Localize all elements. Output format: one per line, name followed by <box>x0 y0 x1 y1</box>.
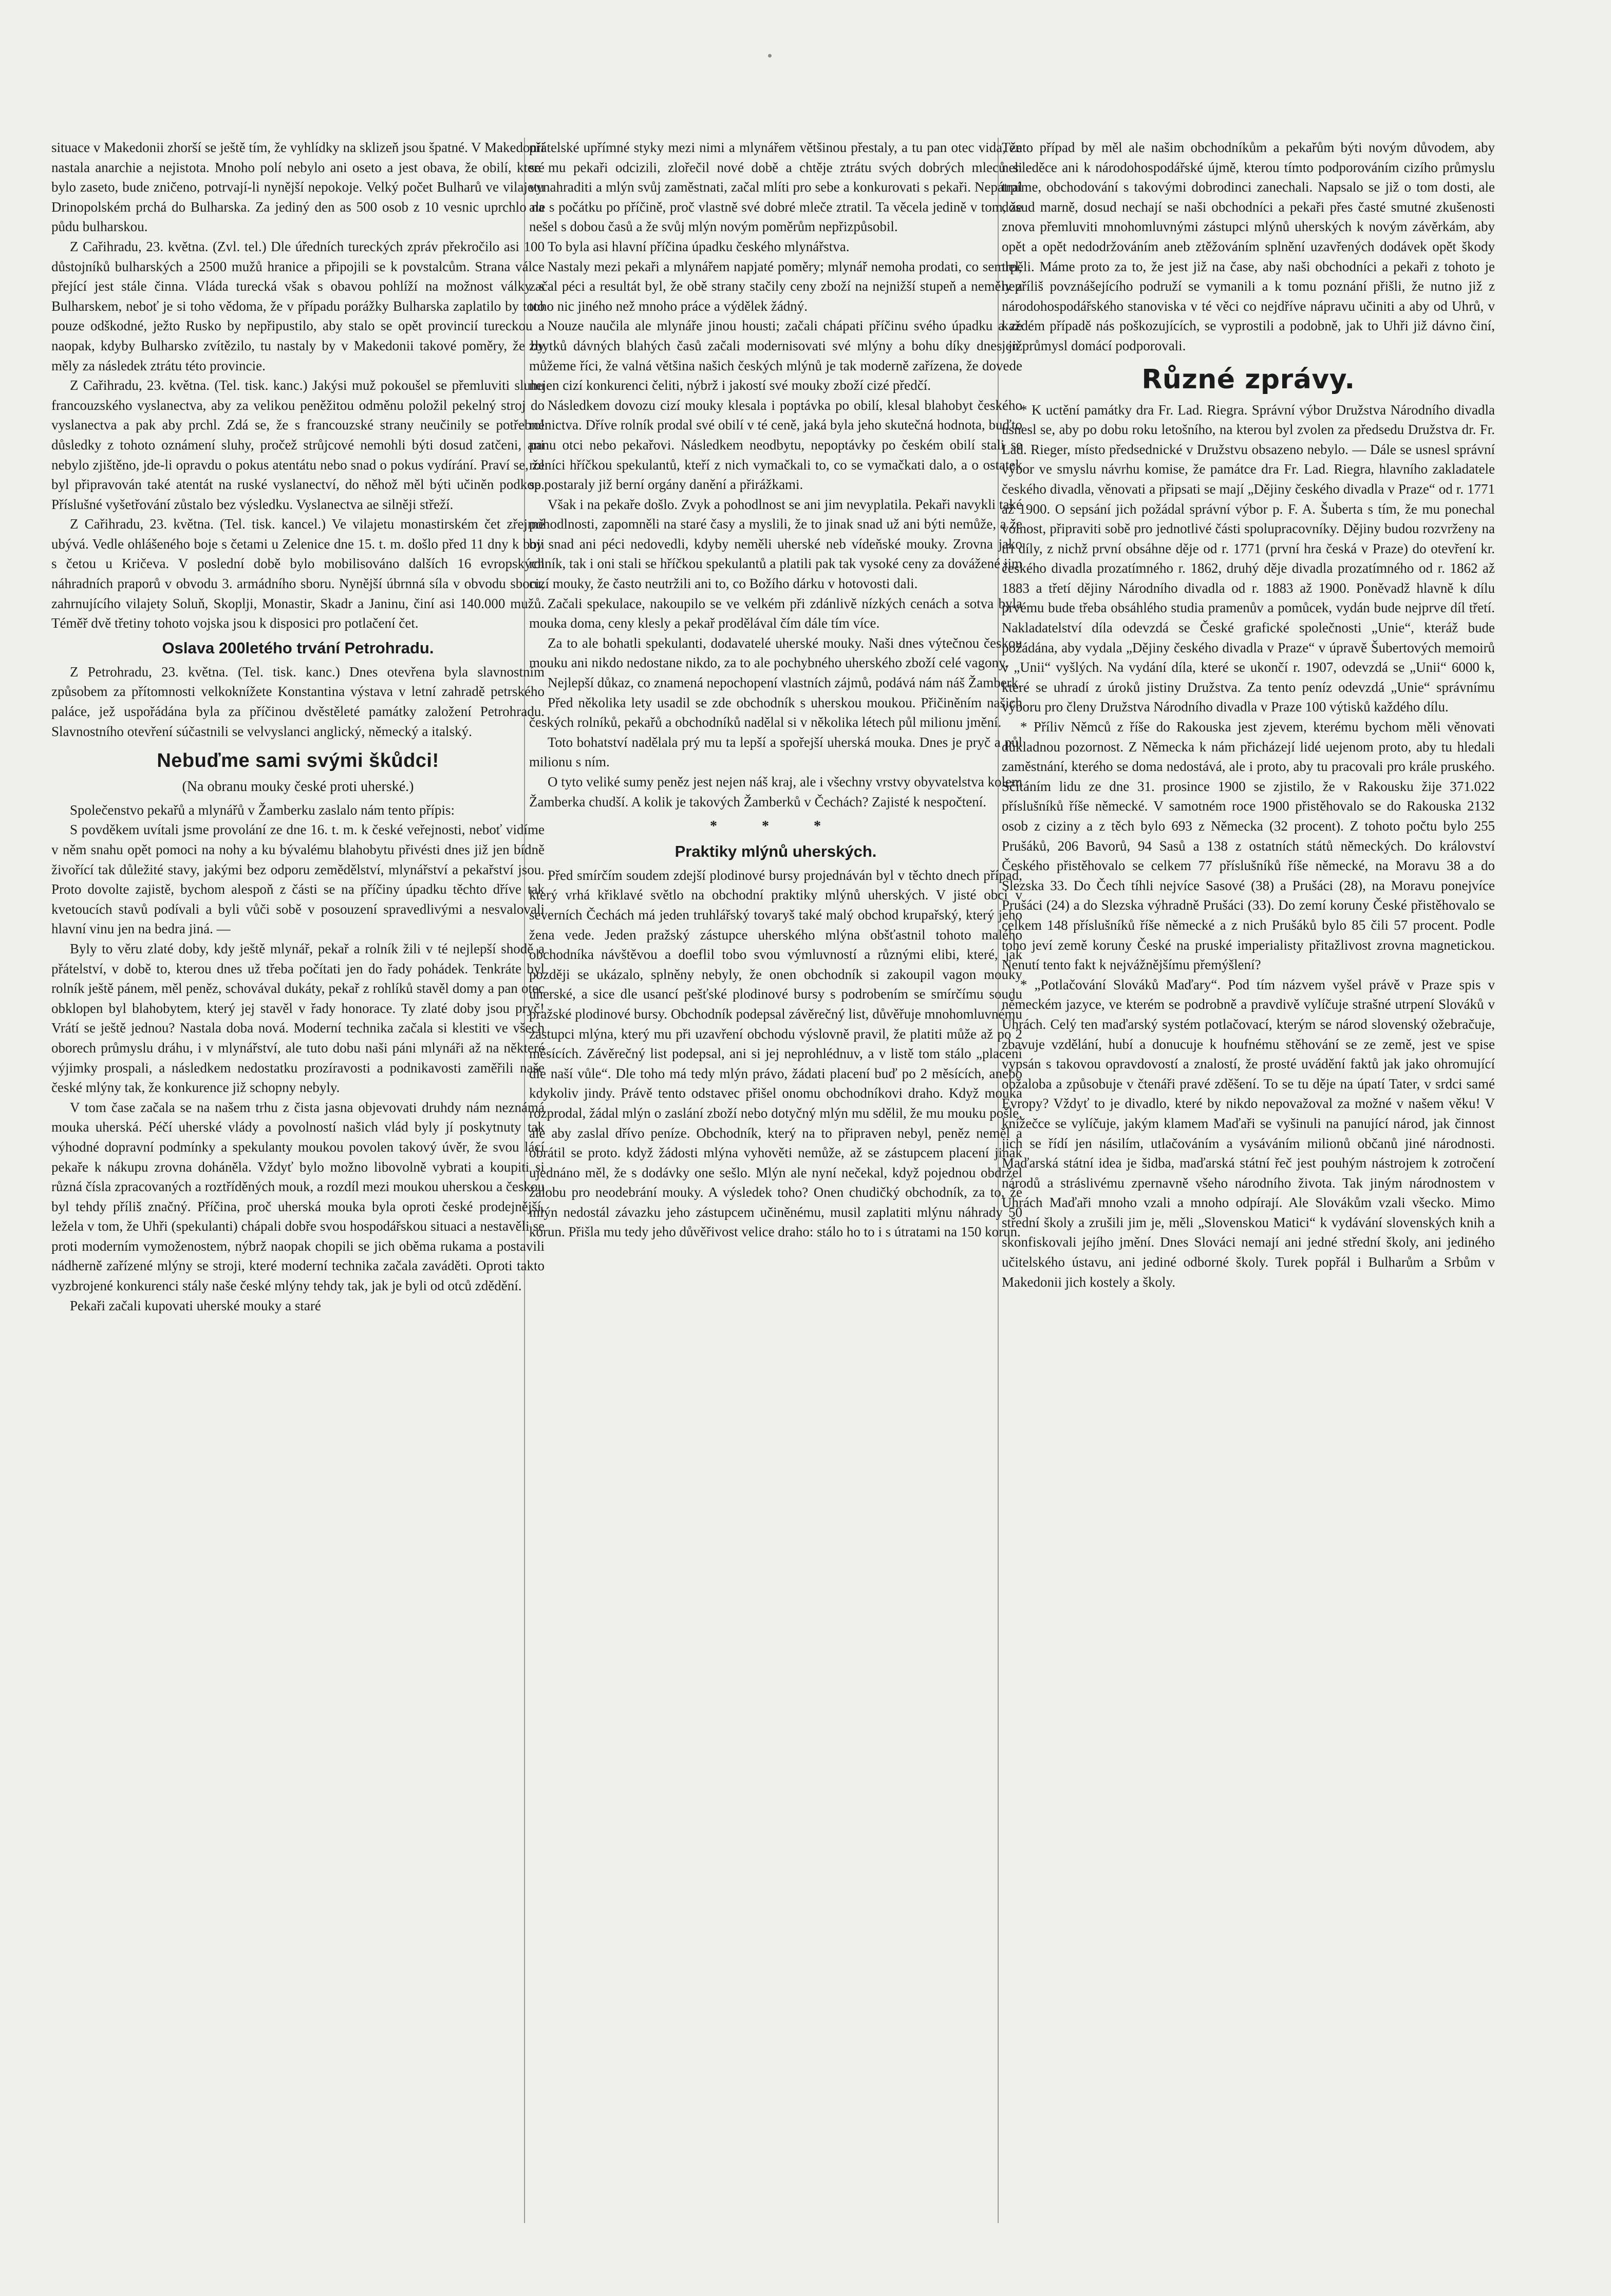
news-petrohrad: Z Petrohradu, 23. května. (Tel. tisk. kanc.) Dnes otevřena byla slavnostním způsobem za přítomnosti velkoknížete Konstantina výstava v letní zahradě petrského paláce, jež uspořádána byla za příčinou dvěstěleté památky založení Petrohradu. Slavnostního otevření súčastnili se velvyslanci anglický, německý a italský. <box>51 664 545 739</box>
news-carihrad-1: Z Cařihradu, 23. května. (Zvl. tel.) Dle úředních tureckých zpráv překročilo asi 100 důstojníků bulharských a 2500 mužů hranice a připojili se k povstalcům. Strana válce přející jest stále činna. Vláda turecká však s obavou pohlíží na možnost války s Bulharskem, neboť je si toho vědoma, že v případu porážky Bulharska zaplatilo by toto pouze odškodné, ježto Rusko by nepřipustilo, aby stalo se opět provincií tureckou a naopak, kdyby Bulharsko zvítězilo, tu nastaly by v Makedonii takové poměry, že by měly za následek ztrátu této provincie. <box>51 238 545 373</box>
article-skudci-p14: Před několika lety usadil se zde obchodník s uherskou moukou. Přičiněním našich českých rolníků, pekařů a obchodníků nadělal si v několika létech půl milionu jmění. <box>529 694 1022 730</box>
heading-skudci: Nebuďme sami svými škůdci! <box>157 750 439 772</box>
article-skudci-p11: Začali spekulace, nakoupilo se ve velkém při zdánlivě nízkých cenách a sotva byla mouka doma, ceny klesly a pekař prodělával čím dále tím více. <box>529 595 1022 631</box>
article-skudci-p3: V tom čase začala se na našem trhu z čista jasna objevovati druhdy nám neznámá mouka uherská. Péčí uherské vlády a povolností našich vlád byly jí poskytnuty tak výhodné dopravní podmínky a spekulanty moukou povolen takový úvěr, že svou lácí pekaře k nákupu zrovna doháněla. Vždyť bylo možno libovolně vybrati a koupiti si různá čísla zpracovaných a roztříděných mouk, a rozdíl mezi moukou uherskou a českou byl tehdy příliš značný. Příčina, proč uherská mouka byla oproti české prodejnější, ležela v tom, že Uhři (spekulanti) chápali dobře svou hospodářskou situaci a nestavěli se proti moderním vymoženostem, nýbrž naopak chopili se jich oběma rukama a postavili nádherně zařízené mlýny se stroji, které moderní technika začala zaváděti. Oproti takto vyzbrojené konkurenci stály naše české mlýny tehdy tak, jak je byli od otců zdědění. <box>51 1099 545 1294</box>
article-skudci-intro: Společenstvo pekařů a mlynářů v Žamberku zaslalo nám tento přípis: <box>70 802 455 818</box>
page-dot-mark <box>768 54 772 58</box>
section-divider-stars: * * * <box>710 818 841 835</box>
article-skudci-p13: Nejlepší důkaz, co znamená nepochopení vlastních zájmů, podává nám náš Žamberk. <box>548 675 1022 691</box>
column-left <box>51 138 545 2249</box>
article-skudci-p15: Toto bohatství nadělala prý mu ta lepší a spořejší uherská mouka. Dnes je pryč a půl milionu s ním. <box>529 734 1022 770</box>
article-skudci-p4: Pekaři začali kupovati uherské mouky a staré <box>70 1297 321 1313</box>
article-skudci-p9: Následkem dovozu cizí mouky klesala i poptávka po obilí, klesal blahobyt českého rolnictva. Dříve rolník prodal své obilí v té ceně, jaká byla jeho skutečná hodnota, buďto panu otci nebo pekařovi. Následkem neodbytu, nepoptávky po českém obilí stali se rolníci hříčkou spekulantů, kteří z nich vymačkali to, co se vymačkati dalo, a o ostatek se postaraly již berní orgány danění a přirážkami. <box>529 397 1022 493</box>
article-skudci-p10: Však i na pekaře došlo. Zvyk a pohodlnost se ani jim nevyplatila. Pekaři navykli také pohodlnosti, zapomněli na staré časy a myslili, že to jinak snad už ani býti nemůže, a že by snad ani péci nedovedli, kdyby neměli uherské neb vídeňské mouky. Zrovna jako rolník, tak i oni stali se hříčkou spekulantů a platili pak tak vysoké ceny za dovážené jim cizí mouky, že často neutržili ani to, co Božího dárku v hotovosti dali. <box>529 496 1022 592</box>
article-skudci-p8: Nouze naučila ale mlynáře jinou housti; začali chápati příčinu svého úpadku a ze zbytků dávných blahých časů začali modernisovati své mlýny a bohu díky dnes již můžeme říci, že valná většina našich českých mlýnů je tak moderně zařízena, že dovede nejen cizí konkurenci čeliti, nýbrž i jakostí své mouky zboží cizé předčí. <box>529 318 1022 393</box>
heading-ruzne-zpravy: Různé zprávy. <box>1141 364 1355 395</box>
article-skudci-p6: To byla asi hlavní příčina úpadku českého mlynářstva. <box>548 238 850 254</box>
heading-petrohrad: Oslava 200letého trvání Petrohradu. <box>162 638 434 657</box>
article-skudci-p1: S povděkem uvítali jsme provolání ze dne 16. t. m. k české veřejnosti, neboť vidíme v něm snahu opět pomoci na nohy a ku bývalému blahobytu přivésti dnes již jen bídně živořící tak důležité stavy, jakými bez odporu zemědělství, mlynářství a pekařství jsou. Proto dovolte zajistě, bychom alespoň z části se na příčiny úpadku těchto dříve tak kvetoucích stavů podívali a byli vůči sobě v posouzení spravedlivými a nesvalovali hlavní vinu jen na bedra jiná. — <box>51 822 545 937</box>
article-praktiky: Před smírčím soudem zdejší plodinové bursy projednáván byl v těchto dnech případ, který vrhá křiklavé světlo na obchodní praktiky mlýnů uherských. V jisté obci v severních Čechách má jeden truhlářský tovaryš také malý obchod krupařský, který jeho žena vede. Jeden pražský zástupce uherského mlýna obšťastnil tohoto malého obchodníka návštěvou a doeflil tobo svou výmluvností a různými elibi, které, jak později se ukázalo, splněny nebyly, že onen obchodník si zakoupil vagon mouky uherské, a sice dle usancí pešťské plodinové bursy s podrobením se smírčímu soudu pražské plodinové bursy. Obchodník podepsal závěrečný list, důvěřuje mnohomluvnému zástupci mlýna, který mu při uzavření obchodu výslovně pravil, že platiti může až po 2 měsících. Závěrečný list podepsal, ani si jej neprohlédnuv, a v listě tom stálo „placení dle naší vůle“. Dle toho má tedy mlýn právo, žádati placení buď po 2 měsících, anebo kdykoliv jindy. Právě tento odstavec přišel onomu obchodníkovi draho. Když mouka rozprodal, žádal mlýn o zaslání zboží nebo dotyčný mlýn mu sdělil, že mu mouku pošle, ale aby zaslal dřívo peníze. Obchodník, který na to připraven nebyl, peněz neměl a obrátil se proto. když žádosti mlýna vyhověti nemůže, až se zástupcem placení jinak ujednáno měl, že s dodávky one sešlo. Mlýn ale nyní nečekal, když pojednou obdržel žalobu pro neodebrání mouky. A výsledek toho? Onen chudičký obchodník, za to, že mlýn nedostál závazku jeho zástupcem učiněnému, musil zaplatiti mlýnu náhrady 50 korun. Přišla mu tedy jeho důvěřivost velice draho: stálo ho to i s útratami na 150 korun. <box>529 867 1022 1240</box>
heading-praktiky: Praktiky mlýnů uherských. <box>675 842 877 860</box>
article-skudci-p16: O tyto veliké sumy peněz jest nejen náš kraj, ale i všechny vrstvy obyvatelstva kolem Žamberka chudší. A kolik je takových Žamberků v Čechách? Zajisté k nespočtení. <box>529 774 1022 810</box>
news-pruhiv-nemcu: * Příliv Němců z říše do Rakouska jest zjevem, kterému bychom měli věnovati důkladnou pozornost. Z Německa k nám přicházejí lidé uejenom proto, aby tu hledali zaměstnání, kterého se doma nedostává, ale i proto, aby tu pracovali pro krále pruského. Sčítáním lidu ze dne 31. prosince 1900 se zjistilo, že v Rakousku žije 371.022 příslušníků říše německé. V samotném roce 1900 přistěhovalo se do Rakouska 2132 osob z ciziny a z těch bylo 693 z Německa (32 procent). Z tohoto počtu bylo 255 Prušáků, 206 Bavorů, 94 Sasů a 138 z ostatních států německých. Do království Českého přistěhovalo se celkem 77 příslušníků říše německé, na Moravu 38 a do Slezska 33. Do Čech tíhli nejvíce Sasové (38) a Prušáci (28), na Moravu ponejvíce Prušáci (24) a do Slezska výhradně Prušáci (33). Do zemí koruny České přistěhovalo se celkem 148 příslušníků říše německé a z nich Prušáků bylo 85 čili 57 procent. Podle toho jeví země koruny České na pruské imperialisty přitažlivost zrovna magnetickou. Nenutí tento fakt k nejvážnějšímu přemýšlení? <box>1002 719 1495 973</box>
article-praktiky-end: Tento případ by měl ale našim obchodníkům a pekařům býti novým důvodem, aby nehleděce ani k národohospodářské újmě, kterou tímto podporováním cizího průmyslu trpíme, obchodování s takovými dobrodinci zanechali. Napsalo se již o tom dosti, ale dosud marně, dosud nechají se naši obchodníci a pekaři přes časté smutné zkušenosti znova přemluviti mnohomluvnými zástupci mlýnů uherských k novým závěrkám, aby opět a opět nedodržováním aneb ztěžováním splnění uzavřených dodávek opět škody trpěli. Máme proto za to, že jest již na čase, aby naši obchodníci a pekaři z tohoto je nepříliš povznášejícího podruží se vymanili a k tomu poznání přišli, že nutno již z národohospodářského stanoviska v té věci co nejdříve nápravu učiniti a aby od Uhrů, v každém případě nás poškozujících, se vyprostili a podobně, jak to Uhři již dávno činí, jen průmysl domácí podporovali. <box>1002 140 1495 353</box>
article-skudci-p2: Byly to věru zlaté doby, kdy ještě mlynář, pekař a rolník žili v té nejlepší shodě a přátelství, v době to, kterou dnes už třeba počítati jen do řady pohádek. Tenkráte byl rolník ještě pánem, měl peněz, schovával dukáty, pekař z rohlíků stavěl domy a pan otec obklopen byl blahobytem, který jej stavěl v řady honorace. Ty zlaté doby jsou pryč! Vrátí se ještě jednou? Nastala doba nová. Moderní technika začala si klestiti ve všech oborech průmyslu dráhu, i v mlynářství, ale tuto dobu naši páni mlynáři až na některé výjimky prospali, a následkem nedostatku prozíravosti a podnikavosti zaměřili naše české mlýny tak, že konkurence již schopny nebyly. <box>51 940 545 1096</box>
column-right <box>1002 138 1495 2249</box>
article-skudci-p5: přátelské upřímné styky mezi nimi a mlynářem většinou přestaly, a tu pan otec vida, že se mu pekaři odcizili, zlořečil nové době a chtěje ztrátu svých dobrých mleců si vynahraditi a mlýn svůj zaměstnati, začal mlíti pro sebe a konkurovati s pekaři. Nepátral ale s počátku po příčině, proč vlastně své dobré mleče ztratil. Ta věcela jedině v tom, že nešel s dobou časů a že svůj mlýn novým poměrům nepřizpůsobil. <box>529 140 1022 235</box>
news-slovaci: * „Potlačování Slováků Maďary“. Pod tím názvem vyšel právě v Praze spis v německém jazyce, ve kterém se podrobně a pravdivě vylíčuje strašné utrpení Slováků v Uhrách. Celý ten maďarský systém potlačovací, kterým se národ slovenský ožebračuje, zbavuje vzdělání, hubí a donucuje k houfnému stěhování se ze země, jest ve spise vypsán s takovou opravdovostí a znalostí, že prosté uvádění faktů jak jako ohromující obžaloba a způsobuje v čtenáři pravé zděšení. To se tu děje na úpatí Tater, v srdci samé Evropy? Vždyť to je divadlo, které by nikdo nepovažoval za možné v našem věku! V knížečce se vylíčuje, jakým klamem Maďaři se vyšinuli na panující národ, jak činnost jich se řídí jen násilím, utlačováním a vysáváním milionů občanů jiné národnosti. Maďarská státní idea je šidba, maďarská státní řeč jest pouhým nástrojem k zotročení národů a stráslivému zpernavně všeho národního života. Tak jiným národnostem v Uhrách Maďaři mnoho vzali a mnoho odpírají. Ale Slovákům vzali všecko. Mimo střední školy a zrušili jim je, měli „Slovenskou Matici“ k vydávání slovenských knih a skonfiskovali jejího jmění. Dnes Slováci nemají ani jedné střední školy, ani jediného učitelského ústavu, ani jediné odborné školy. Turek popřál i Bulharům a Srbům v Makedonii jich kostely a školy. <box>1002 976 1495 1290</box>
article-skudci-p12: Za to ale bohatli spekulanti, dodavatelé uherské mouky. Naši dnes výtečnou českou mouku ani nikdo nedostane nikdo, za to ale pochybného uherského zboží celé vagony. <box>529 635 1022 671</box>
news-carihrad-2: Z Cařihradu, 23. května. (Tel. tisk. kanc.) Jakýsi muž pokoušel se přemluviti sluhu francouzského vyslanectva, aby za velikou peněžitou odměnu položil pekelný stroj do vyslanectva a pak aby prchl. Zdá se, že s francouzské strany neučinily se potřebné důsledky z tohoto oznámení sluhy, pročež strůjcové nemohli býti dosud zatčeni, ani nebylo zjištěno, jde-li opravdu o pokus atentátu nebo snad o pokus vydírání. Praví se, že byl připravován také atentát na ruské vyslanectví, do něhož měl býti učiněn podkop. Příslušné vyšetřování zůstalo bez výsledku. Vyslanectva ae silněji střeží. <box>51 378 545 512</box>
news-rieger: * K uctění památky dra Fr. Lad. Riegra. Správní výbor Družstva Národního divadla usnesl se, aby po dobu roku letošního, na kterou byl zvolen za předsedu Družstva dr. Fr. Lad. Rieger, místo předsednické v Družstvu obsazeno nebylo. — Dále se usnesl správní výbor ve smyslu návrhu komise, že památce dra Fr. Lad. Riegra, hlavního zakladatele českého divadla, věnovati a připsati se mají „Dějiny českého divadla v Praze“ od r. 1771 až 1900. O sepsání jich požádal správní výbor p. F. A. Šuberta s tím, že mu ponechal volnost, připraviti sobě pro jednotlivé části spolupracovníky. Dějiny budou rozvrženy na tři díly, z nichž první obsáhne děje od r. 1771 (první hra česká v Praze) do otevření kr. českého divadla prozatímného r. 1862, druhý děje divadla prozatímného od r. 1862 až 1883 a třetí dějiny Národního divadla od r. 1883 až 1900. Poněvadž hlavně k dílu prvému bude třeba obsáhlého studia pramenův a pomůcek, vydán bude nejprve díl třetí. Nakladatelství díla odevzdá se České grafické společnosti „Unie“, kteráž bude požádána, aby vydala „Dějiny českého divadla v Praze“ v úpravě Šubertových memoirů v „Unii“ vyšlých. Na vydání díla, které se ukončí r. 1907, odevzdá se „Unii“ 6000 k, které se uhradí z úroků jistiny Družstva. Za tento peníz odevzdá „Unie“ správnímu výboru pro členy Družstva Národního divadla v Praze 100 výtisků každého dílu. <box>1002 402 1495 715</box>
article-makedonie-end: situace v Makedonii zhorší se ještě tím, že vyhlídky na sklizeň jsou špatné. V Makedonii nastala anarchie a nejistota. Mnoho polí nebylo ani oseto a jest obava, že obilí, které bylo zaseto, bude zničeno, potrvají-li nynější nepokoje. Velký počet Bulharů ve vilajetu Drinopolském prchá do Bulharska. Za jediný den as 500 osob z 10 vesnic uprchlo na půdu bulharskou. <box>51 140 545 235</box>
news-carihrad-3: Z Cařihradu, 23. května. (Tel. tisk. kancel.) Ve vilajetu monastirském čet zřejmě ubývá. Vedle ohlášeného boje s četami u Zelenice dne 15. t. m. došlo před 11 dny k boji s četou u Kričeva. V poslední době bylo mobilisováno dalších 16 evropských náhradních praporů v obvodu 3. armádního sboru. Nynější úbrnná síla v obvodu sboru, zahrnujícího vilajety Soluň, Skoplji, Monastir, Skadr a Janinu, činí asi 140.000 mužů. Téměř dvě třetiny tohoto vojska jsou k disposici pro potlačení čet. <box>51 516 545 631</box>
column-middle <box>529 138 1022 2249</box>
article-skudci-p7: Nastaly mezi pekaři a mlynářem napjaté poměry; mlynář nemoha prodati, co semlel, začal péci a resultát byl, že obě strany stačily ceny zboží na nejnižší stupeň a neměly z toho nic jiného než mnoho práce a výdělek žádný. <box>529 258 1022 314</box>
subheading-skudci: (Na obranu mouky české proti uherské.) <box>182 779 414 795</box>
